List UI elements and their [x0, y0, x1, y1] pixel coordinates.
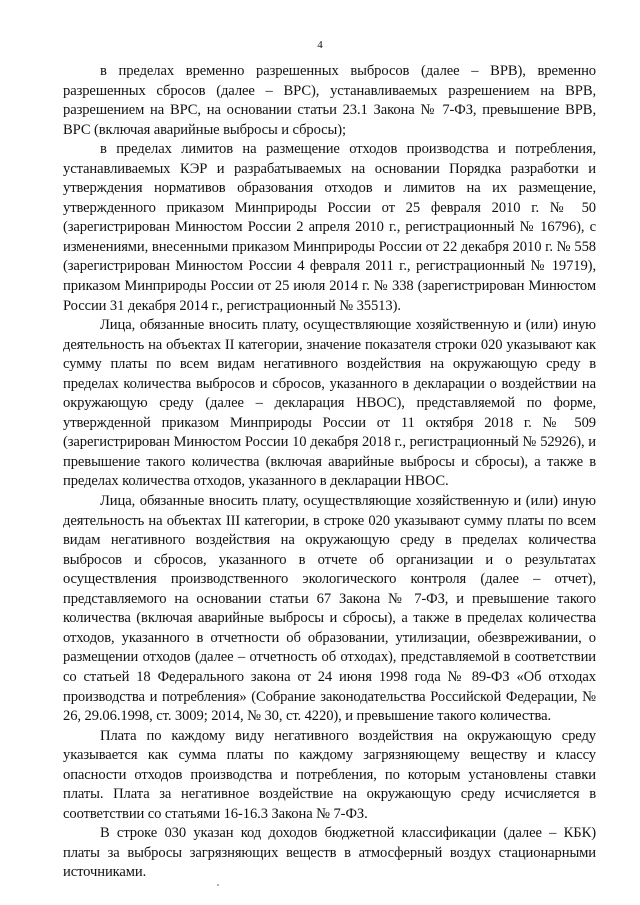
document-body: [63, 62, 596, 883]
paragraph-budget-code: В строке 030 указан код доходов бюджетной классификации (далее – КБК) платы за выбросы загрязняющих веществ в атмосферный воздух стационарными источниками.: [63, 825, 596, 881]
paragraph-temporary-emissions: в пределах временно разрешенных выбросов (далее – ВРВ), временно разрешенных сбросов (далее – ВРС), устанавливаемых разрешением на ВРВ, разрешением на ВРС, на основании статьи 23.1 Закона № 7-ФЗ, превышение ВРВ, ВРС (включая аварийные выбросы и сбросы);: [63, 63, 596, 138]
paragraph-category-iii: Лица, обязанные вносить плату, осуществляющие хозяйственную и (или) иную деятельность на объектах III категории, в строке 020 указывают сумму платы по всем видам негативного воздействия на окружающую среду в пределах количества выбросов и сбросов, указанного в отчете об организации и о результатах осуществления производственного экологического контроля (далее – отчет), представляемого на основании статьи 67 Закона № 7-ФЗ, и превышение такого количества (включая аварийные выбросы и сбросы), а также в пределах количества отходов, указанного в отчетности об образовании, утилизации, обезвреживании, о размещении отходов (далее – отчетность об отходах), представляемой в соответствии со статьей 18 Федерального закона от 24 июня 1998 года № 89-ФЗ «Об отходах производства и потребления» (Собрание законодательства Российской Федерации, № 26, 29.06.1998, ст. 3009; 2014, № 30, ст. 4220), и превышение такого количества.: [63, 493, 596, 725]
paragraph-waste-limits: в пределах лимитов на размещение отходов производства и потребления, устанавливаемых КЭР и разрабатываемых на основании Порядка разработки и утверждения нормативов образования отходов и лимитов на их размещение, утвержденного приказом Минприроды России от 25 февраля 2010 г. № 50 (зарегистрирован Минюстом России 2 апреля 2010 г., регистрационный № 16796), с изменениями, внесенными приказом Минприроды России от 22 декабря 2010 г. № 558 (зарегистрирован Минюстом России 4 февраля 2011 г., регистрационный № 19719), приказом Минприроды России от 25 июля 2014 г. № 338 (зарегистрирован Минюстом России 31 декабря 2014 г., регистрационный № 35513).: [63, 141, 596, 314]
scan-artifact: [217, 884, 219, 886]
paragraph-payment-calculation: Плата по каждому виду негативного воздействия на окружающую среду указывается как сумма платы по каждому загрязняющему веществу и классу опасности отходов производства и потребления, по которым установлены ставки платы. Плата за негативное воздействие на окружающую среду исчисляется в соответствии со статьями 16-16.3 Закона № 7-ФЗ.: [63, 727, 596, 822]
page-number: 4: [317, 39, 323, 51]
paragraph-category-ii: Лица, обязанные вносить плату, осуществляющие хозяйственную и (или) иную деятельность на объектах II категории, значение показателя строки 020 указывают как сумму платы по всем видам негативного воздействия на окружающую среду в пределах количества выбросов и сбросов, указанного в декларации о воздействии на окружающую среду (далее – декларация НВОС), представляемой по форме, утвержденной приказом Минприроды России от 11 октября 2018 г. № 509 (зарегистрирован Минюстом России 10 декабря 2018 г., регистрационный № 52926), и превышение такого количества (включая аварийные выбросы и сбросы), а также в пределах количества отходов, указанного в декларации НВОС.: [63, 317, 596, 490]
